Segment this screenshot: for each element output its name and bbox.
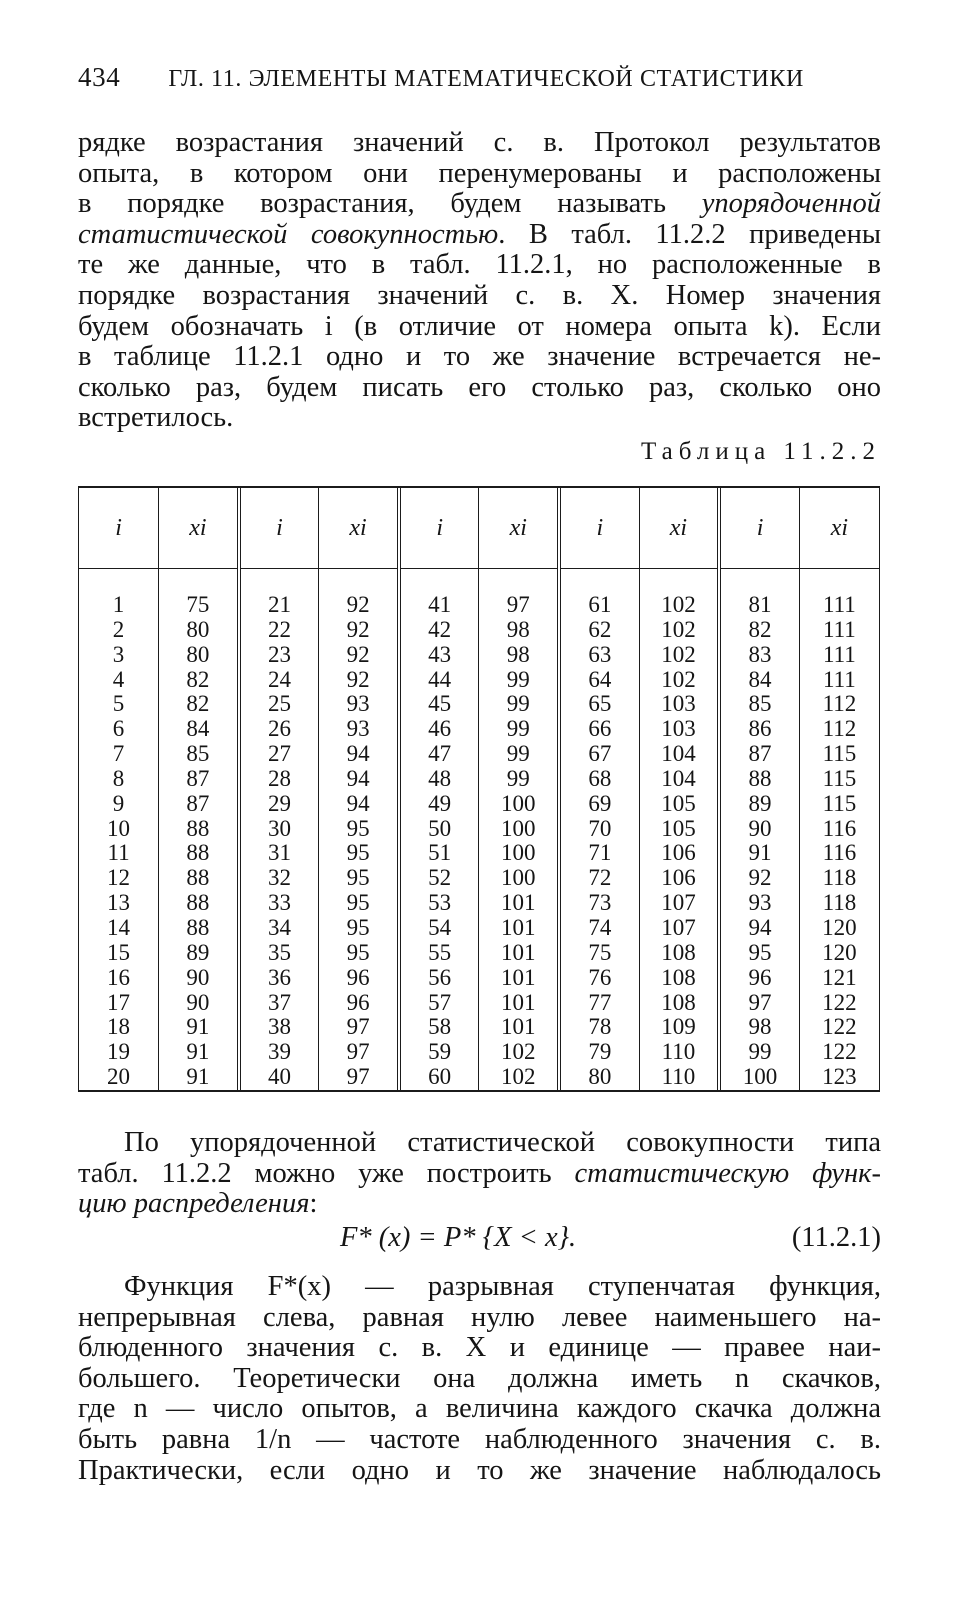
cell-index: 53 [399,891,479,916]
formula-expression: F* (x) = P* {X < x}. [340,1222,577,1253]
cell-value: 108 [639,941,719,966]
cell-value: 94 [319,792,399,817]
cell-index: 76 [559,966,639,991]
cell-value: 122 [799,991,879,1016]
table-row [79,569,880,618]
cell-value: 102 [639,668,719,693]
cell-index: 50 [399,817,479,842]
cell-value: 91 [159,1040,239,1065]
cell-index: 72 [559,866,639,891]
cell-value: 106 [639,866,719,891]
cell-value: 98 [479,618,559,643]
cell-index: 15 [79,941,159,966]
cell-value: 88 [159,866,239,891]
cell-index: 62 [559,618,639,643]
table-row [79,618,880,643]
table-header-row [79,488,880,569]
cell-index: 79 [559,1040,639,1065]
cell-index: 77 [559,991,639,1016]
header-value-xi: xi [799,488,879,569]
cell-value: 99 [479,717,559,742]
cell-value: 102 [479,1040,559,1065]
cell-value: 120 [799,941,879,966]
italic-term: цию распределения [78,1188,310,1220]
formula-11-2-1 [78,1222,881,1258]
cell-index: 10 [79,817,159,842]
cell-value: 101 [479,941,559,966]
cell-index: 23 [239,643,319,668]
cell-value: 112 [799,717,879,742]
header-index-i: i [559,488,639,569]
cell-index: 74 [559,916,639,941]
cell-index: 14 [79,916,159,941]
cell-value: 75 [159,569,239,618]
cell-index: 63 [559,643,639,668]
text-line: непрерывная слева, равная нулю левее наименьшего на- [78,1301,881,1333]
cell-index: 46 [399,717,479,742]
cell-index: 68 [559,767,639,792]
table-row [79,692,880,717]
cell-value: 101 [479,991,559,1016]
cell-value: 102 [639,569,719,618]
cell-value: 116 [799,817,879,842]
cell-value: 89 [159,941,239,966]
cell-value: 111 [799,569,879,618]
cell-index: 25 [239,692,319,717]
cell-index: 8 [79,767,159,792]
cell-value: 122 [799,1040,879,1065]
header-index-i: i [719,488,799,569]
cell-value: 123 [799,1065,879,1090]
cell-value: 108 [639,991,719,1016]
cell-index: 92 [719,866,799,891]
cell-index: 54 [399,916,479,941]
cell-value: 108 [639,966,719,991]
cell-index: 93 [719,891,799,916]
cell-value: 102 [639,618,719,643]
cell-index: 31 [239,841,319,866]
cell-value: 103 [639,692,719,717]
formula-number: (11.2.1) [791,1222,881,1253]
cell-index: 75 [559,941,639,966]
cell-value: 111 [799,668,879,693]
cell-value: 88 [159,916,239,941]
paragraph-distribution [78,1128,881,1220]
cell-value: 107 [639,916,719,941]
cell-index: 66 [559,717,639,742]
cell-index: 86 [719,717,799,742]
text-line: Практически, если одно и то же значение наблюдалось [78,1454,881,1486]
text-line: опыта, в котором они перенумерованы и расположены [78,157,881,189]
cell-value: 118 [799,891,879,916]
cell-value: 97 [319,1015,399,1040]
cell-index: 36 [239,966,319,991]
table-row [79,966,880,991]
cell-value: 115 [799,767,879,792]
cell-value: 98 [479,643,559,668]
cell-value: 120 [799,916,879,941]
cell-value: 91 [159,1065,239,1090]
cell-value: 84 [159,717,239,742]
header-value-xi: xi [479,488,559,569]
cell-value: 99 [479,668,559,693]
cell-value: 121 [799,966,879,991]
cell-value: 80 [159,643,239,668]
cell-value: 102 [639,643,719,668]
text-line: те же данные, что в табл. 11.2.1, но расположенные в [78,249,881,281]
text-line: табл. 11.2.2 можно уже построить статистическую функ- [78,1157,882,1189]
cell-value: 116 [799,841,879,866]
cell-index: 52 [399,866,479,891]
cell-index: 7 [79,742,159,767]
cell-value: 99 [479,692,559,717]
text-line: сколько раз, будем писать его столько раз, сколько оно [78,371,881,403]
cell-index: 64 [559,668,639,693]
table-row [79,767,880,792]
cell-value: 112 [799,692,879,717]
cell-value: 104 [639,742,719,767]
table-caption: Таблица 11.2.2 [641,438,881,465]
cell-value: 95 [319,891,399,916]
cell-index: 38 [239,1015,319,1040]
cell-value: 90 [159,966,239,991]
cell-index: 73 [559,891,639,916]
header-index-i: i [399,488,479,569]
cell-index: 43 [399,643,479,668]
paragraph-intro [78,128,881,434]
cell-index: 97 [719,991,799,1016]
cell-index: 58 [399,1015,479,1040]
cell-index: 67 [559,742,639,767]
table-body [79,569,880,1090]
table-row [79,742,880,767]
italic-term: упорядоченной [701,188,881,220]
cell-value: 91 [159,1015,239,1040]
cell-index: 13 [79,891,159,916]
cell-index: 90 [719,817,799,842]
cell-value: 94 [319,767,399,792]
cell-index: 28 [239,767,319,792]
cell-index: 29 [239,792,319,817]
cell-index: 84 [719,668,799,693]
cell-index: 100 [719,1065,799,1090]
cell-value: 90 [159,991,239,1016]
cell-value: 92 [319,618,399,643]
cell-index: 12 [79,866,159,891]
text-line: цию распределения: [78,1188,318,1220]
paragraph-function [78,1272,881,1486]
cell-index: 69 [559,792,639,817]
cell-index: 51 [399,841,479,866]
cell-value: 95 [319,817,399,842]
text-line: большего. Теоретически она должна иметь n скачков, [78,1362,881,1394]
cell-value: 85 [159,742,239,767]
cell-value: 100 [479,866,559,891]
cell-value: 101 [479,916,559,941]
cell-value: 97 [319,1040,399,1065]
cell-index: 78 [559,1015,639,1040]
cell-value: 88 [159,817,239,842]
text-line: рядке возрастания значений с. в. Протокол результатов [78,127,881,158]
cell-index: 18 [79,1015,159,1040]
table-row [79,891,880,916]
cell-value: 95 [319,841,399,866]
cell-index: 47 [399,742,479,767]
cell-index: 57 [399,991,479,1016]
cell-index: 49 [399,792,479,817]
cell-index: 9 [79,792,159,817]
cell-value: 92 [319,668,399,693]
cell-value: 106 [639,841,719,866]
cell-value: 93 [319,692,399,717]
cell-index: 96 [719,966,799,991]
table-row [79,1040,880,1065]
cell-index: 91 [719,841,799,866]
cell-index: 48 [399,767,479,792]
cell-value: 115 [799,742,879,767]
cell-index: 39 [239,1040,319,1065]
cell-value: 102 [479,1065,559,1090]
cell-value: 110 [639,1065,719,1090]
header-value-xi: xi [159,488,239,569]
cell-index: 95 [719,941,799,966]
text-line: блюденного значения с. в. X и единице — правее наи- [78,1332,881,1364]
cell-value: 80 [159,618,239,643]
cell-value: 115 [799,792,879,817]
text-line: будем обозначать i (в отличие от номера опыта k). Если [78,310,881,342]
cell-value: 92 [319,643,399,668]
cell-index: 45 [399,692,479,717]
cell-value: 82 [159,668,239,693]
cell-index: 85 [719,692,799,717]
cell-value: 105 [639,792,719,817]
cell-index: 42 [399,618,479,643]
cell-index: 20 [79,1065,159,1090]
cell-value: 104 [639,767,719,792]
table-row [79,1065,880,1090]
cell-index: 94 [719,916,799,941]
cell-value: 103 [639,717,719,742]
cell-index: 4 [79,668,159,693]
cell-value: 110 [639,1040,719,1065]
cell-index: 60 [399,1065,479,1090]
cell-value: 87 [159,767,239,792]
table-row [79,717,880,742]
cell-value: 111 [799,643,879,668]
cell-value: 92 [319,569,399,618]
cell-index: 83 [719,643,799,668]
ordered-sample-table [78,486,880,1092]
cell-index: 71 [559,841,639,866]
cell-value: 88 [159,891,239,916]
cell-index: 34 [239,916,319,941]
cell-index: 26 [239,717,319,742]
cell-value: 94 [319,742,399,767]
text-line: встретилось. [78,402,234,434]
cell-value: 87 [159,792,239,817]
italic-term: статистической совокупностью [78,218,499,250]
text-line: статистической совокупностью. В табл. 11.2.2 приведены [78,218,881,250]
cell-index: 5 [79,692,159,717]
cell-index: 89 [719,792,799,817]
text-line: Функция F*(x) — разрывная ступенчатая функция, [124,1271,881,1302]
cell-index: 59 [399,1040,479,1065]
table-row [79,668,880,693]
cell-value: 95 [319,941,399,966]
text-line: где n — число опытов, а величина каждого скачка должна [78,1393,881,1425]
cell-index: 24 [239,668,319,693]
header-value-xi: xi [319,488,399,569]
text-line: порядке возрастания значений с. в. X. Номер значения [78,279,881,311]
table-row [79,941,880,966]
cell-index: 98 [719,1015,799,1040]
cell-index: 40 [239,1065,319,1090]
table-row [79,792,880,817]
cell-value: 118 [799,866,879,891]
cell-index: 32 [239,866,319,891]
cell-value: 99 [479,767,559,792]
cell-index: 56 [399,966,479,991]
italic-term: статистическую функ- [574,1157,882,1189]
cell-value: 93 [319,717,399,742]
cell-value: 96 [319,966,399,991]
cell-value: 95 [319,916,399,941]
cell-value: 82 [159,692,239,717]
cell-index: 19 [79,1040,159,1065]
cell-index: 87 [719,742,799,767]
cell-index: 88 [719,767,799,792]
cell-value: 111 [799,618,879,643]
cell-index: 3 [79,643,159,668]
cell-index: 99 [719,1040,799,1065]
cell-value: 100 [479,792,559,817]
cell-index: 6 [79,717,159,742]
cell-value: 88 [159,841,239,866]
chapter-title: ГЛ. 11. ЭЛЕМЕНТЫ МАТЕМАТИЧЕСКОЙ СТАТИСТИКИ [168,66,804,92]
cell-index: 81 [719,569,799,618]
page-number: 434 [78,62,121,92]
cell-value: 101 [479,1015,559,1040]
cell-index: 30 [239,817,319,842]
cell-index: 1 [79,569,159,618]
cell-value: 100 [479,817,559,842]
cell-value: 97 [479,569,559,618]
cell-value: 99 [479,742,559,767]
cell-index: 21 [239,569,319,618]
cell-index: 82 [719,618,799,643]
cell-index: 44 [399,668,479,693]
cell-index: 17 [79,991,159,1016]
cell-index: 27 [239,742,319,767]
cell-index: 33 [239,891,319,916]
cell-index: 16 [79,966,159,991]
table-row [79,991,880,1016]
cell-index: 80 [559,1065,639,1090]
cell-value: 100 [479,841,559,866]
cell-index: 70 [559,817,639,842]
text-line: в таблице 11.2.1 одно и то же значение встречается не- [78,341,881,373]
cell-value: 101 [479,891,559,916]
table-row [79,841,880,866]
cell-value: 97 [319,1065,399,1090]
header-index-i: i [239,488,319,569]
table-row [79,1015,880,1040]
cell-value: 122 [799,1015,879,1040]
running-head [78,62,881,102]
cell-value: 95 [319,866,399,891]
text-line: в порядке возрастания, будем называть упорядоченной [78,188,881,220]
cell-value: 96 [319,991,399,1016]
text-line: быть равна 1/n — частоте наблюденного значения с. в. [78,1423,881,1455]
table-row [79,866,880,891]
text-line: По упорядоченной статистической совокупности типа [124,1127,881,1158]
cell-value: 109 [639,1015,719,1040]
cell-value: 107 [639,891,719,916]
cell-index: 37 [239,991,319,1016]
cell-index: 11 [79,841,159,866]
table-row [79,916,880,941]
header-index-i: i [79,488,159,569]
cell-index: 41 [399,569,479,618]
table-row [79,643,880,668]
cell-index: 55 [399,941,479,966]
table-row [79,817,880,842]
header-value-xi: xi [639,488,719,569]
cell-value: 101 [479,966,559,991]
cell-index: 65 [559,692,639,717]
cell-value: 105 [639,817,719,842]
cell-index: 35 [239,941,319,966]
cell-index: 22 [239,618,319,643]
cell-index: 61 [559,569,639,618]
cell-index: 2 [79,618,159,643]
